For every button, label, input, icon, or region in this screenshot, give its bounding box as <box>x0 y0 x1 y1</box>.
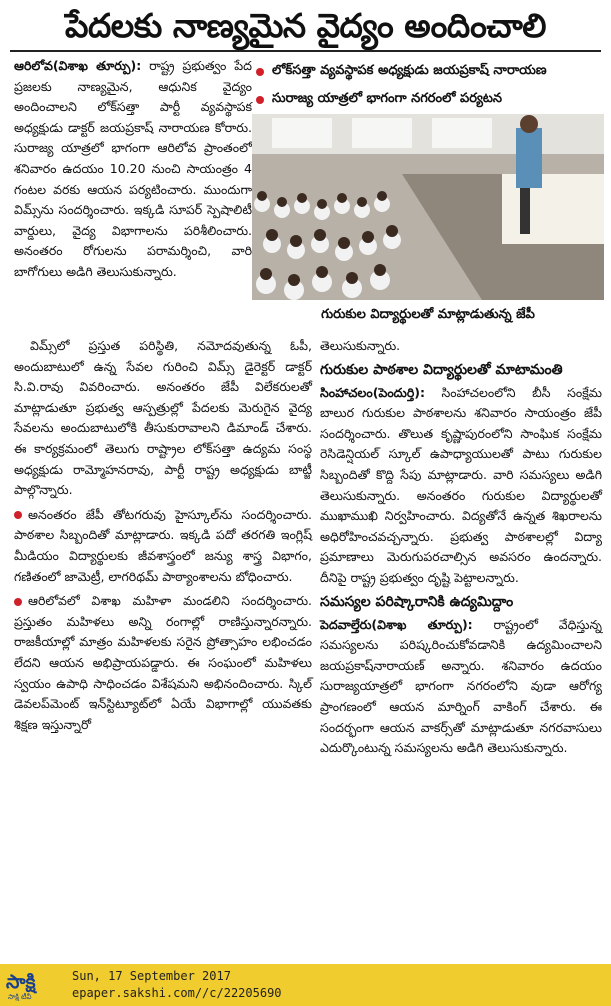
photo-caption: గురుకుల విద్యార్థులతో మాట్లాడుతున్న జేపీ <box>321 307 535 322</box>
logo-tagline: సాక్షి టీవీ <box>8 993 32 1001</box>
dateline-simhachalam: సింహాచలం(పెందుర్తి): <box>320 384 425 400</box>
highlight-1 <box>252 58 604 86</box>
highlight-2-text: సురాజ్య యాత్రలో భాగంగా నగరంలో పర్యటన <box>272 91 503 106</box>
sakshi-logo-icon <box>4 966 66 1002</box>
logo-text: సాక్షి <box>6 971 36 993</box>
continuation-text: తెలుసుకున్నారు. <box>320 338 401 353</box>
footer-bar <box>0 964 611 1006</box>
headline: పేదలకు నాణ్యమైన వైద్యం అందించాలి <box>65 6 546 45</box>
subheading-problems: సమస్యల పరిష్కారానికి ఉద్యమిద్దాం <box>320 593 514 610</box>
dateline-arilova: ఆరిలోవ(విశాఖ తూర్పు): <box>14 58 142 73</box>
epaper-url[interactable]: epaper.sakshi.com//c/22205690 <box>72 986 282 1000</box>
bullet-dot-icon <box>256 68 264 76</box>
highlight-1-text: లోక్‌సత్తా వ్యవస్థాపక అధ్యక్షుడు జయప్రకాష్ నారాయణ <box>272 63 547 78</box>
bullet-dot-icon <box>14 598 22 606</box>
problems-paragraph: పెదవాల్తేరు(విశాఖ తూర్పు): రాష్ట్రంలో వేధిస్తున్న సమస్యలను పరిష్కరించుకోవడానికి ఉద్యమించాలని జయప్రకాష్‌నారాయణ్ అన్నారు. శనివారం ఉదయం సురాజ్యయాత్రలో భాగంగా నగరంలోని వుడా ఆరోగ్య ప్రాంగణంలో ఆయన మార్నింగ్ వాకింగ్ చేశారు. ఈ సందర్భంగా ఆయన వాకర్స్‌తో మాట్లాడుతూ నగరవాసులు ఎదుర్కొంటున్న సమస్యలను అడిగి తెలుసుకున్నారు. <box>320 616 602 756</box>
gurukula-paragraph: సింహాచలం(పెందుర్తి): సింహాచలంలోని బీసీ సంక్షేమ బాలుర గురుకుల పాఠశాలను శనివారం సాయంత్రం జేపీ సందర్శించారు. తొలుత కృష్ణాపురంలోని సాంఘిక సంక్షేమ రెసిడెన్షియల్ స్కూల్ ఉపాధ్యాయులతో పాటు గురుకుల సిబ్బందితో కొద్ది సేపు మాట్లాడారు. వారి సమస్యలు అడిగి తెలుసుకున్నారు. అనంతరం గురుకుల విద్యార్థులతో ముఖాముఖి నిర్వహించారు. విద్యతోనే ఉన్నత శిఖరాలను అధిరోహించవచ్చన్నారు. ప్రభుత్వ పాఠశాలల్లో విద్యా ప్రమాణాలు మెరుగుపరచాల్సిన అవసరం ఉందన్నారు. దీనిపై రాష్ట్ర ప్రభుత్వం దృష్టి పెట్టాలన్నారు. <box>320 384 602 585</box>
subheading-gurukula: గురుకుల పాఠశాల విద్యార్థులతో మాటామంతి <box>320 361 563 378</box>
right-column <box>320 336 602 761</box>
highlight-2 <box>252 86 604 114</box>
intro-text: రాష్ట్ర ప్రభుత్వం పేద ప్రజలకు నాణ్యమైన, ఆధునిక వైద్యం అందించాలని లోక్‌సత్తా పార్టీ వ్యవస్థాపక అధ్యక్షుడు డాక్టర్ జయప్రకాష్ నారాయణ కోరారు. సురాజ్య యాత్రలో భాగంగా ఆరిలోవ ప్రాంతంలో శనివారం ఉదయం 10.20 నుంచి సాయంత్రం 4 గంటల వరకు ఆయన పర్యటించారు. ముందుగా విమ్స్‌ను సందర్శించారు. ఇక్కడి సూపర్ స్పెషాలిటీ వార్డులు, వైద్య విభాగాలను పరిశీలించారు. అనంతరం రోగులను పరామర్శించి, వారి బాగోగులు అడిగి తెలుసుకున్నారు. <box>14 58 252 279</box>
headline-rule <box>10 50 601 52</box>
bullet-dot-icon <box>256 96 264 104</box>
dateline-pedawaltair: పెదవాల్తేరు(విశాఖ తూర్పు): <box>320 616 473 632</box>
highlights-box <box>252 58 604 114</box>
women-paragraph: ఆరిలోవలో విశాఖ మహిళా మండలిని సందర్శించారు. ప్రస్తుతం మహిళలు అన్ని రంగాల్లో రాణిస్తున్నారన్నారు. రాజకీయాల్లో మాత్రం మహిళలకు సరైన ప్రోత్సాహం లభించడం లేదని ఆయన అభిప్రాయపడ్డారు. ఈ సంఘంలో మహిళలు స్వయం ఉపాధి సాధించడం విశేషమని అభినందించారు. స్కిల్ డెవలప్‌మెంట్ ఇన్‌స్టిట్యూట్‌లో ఏయే విభాగాల్లో యువతకు శిక్షణ ఇస్తున్నారో <box>14 593 312 732</box>
bullet-dot-icon <box>14 511 22 519</box>
intro-paragraph <box>14 56 252 283</box>
left-column-top <box>14 56 252 283</box>
left-column-bottom <box>14 336 312 739</box>
footer-text <box>72 968 282 1002</box>
news-photo <box>252 114 604 300</box>
edition-date: Sun, 17 September 2017 <box>72 969 231 983</box>
vims-paragraph: విమ్స్‌లో ప్రస్తుత పరిస్థితి, నమోదవుతున్న ఓపీ, అందుబాటులో ఉన్న సేవల గురించి విమ్స్ డైరెక్టర్ డాక్టర్ సి.వి.రావు వివరించారు. అనంతరం జేపీ విలేకరులతో మాట్లాడుతూ ప్రభుత్వ ఆస్పత్రుల్లో పేదలకు మెరుగైన వైద్య సేవలను అందుబాటులోకి తీసుకురావాలని డిమాండ్ చేశారు. ఈ కార్యక్రమంలో తెలుగు రాష్ట్రాల లోక్‌సత్తా ఉద్యమ సంస్థ అధ్యక్షుడు రామ్మోహనరావు, పార్టీ రాష్ట్ర అధ్యక్షుడు బాట్జీ పాల్గొన్నారు. <box>14 338 312 498</box>
classroom-photo-illustration <box>252 114 604 300</box>
school-paragraph: అనంతరం జేపీ తోటగరువు హైస్కూల్‌ను సందర్శించారు. పాఠశాల సిబ్బందితో మాట్లాడారు. ఇక్కడి పదో తరగతి ఇంగ్లిష్ మీడియం విద్యార్థులకు జీవశాస్త్రంలో జన్యు శాస్త్ర విభాగం, గణితంలో జామెట్రీ, లాగరిథమ్ పాఠ్యాంశాలను బోధించారు. <box>14 506 312 584</box>
